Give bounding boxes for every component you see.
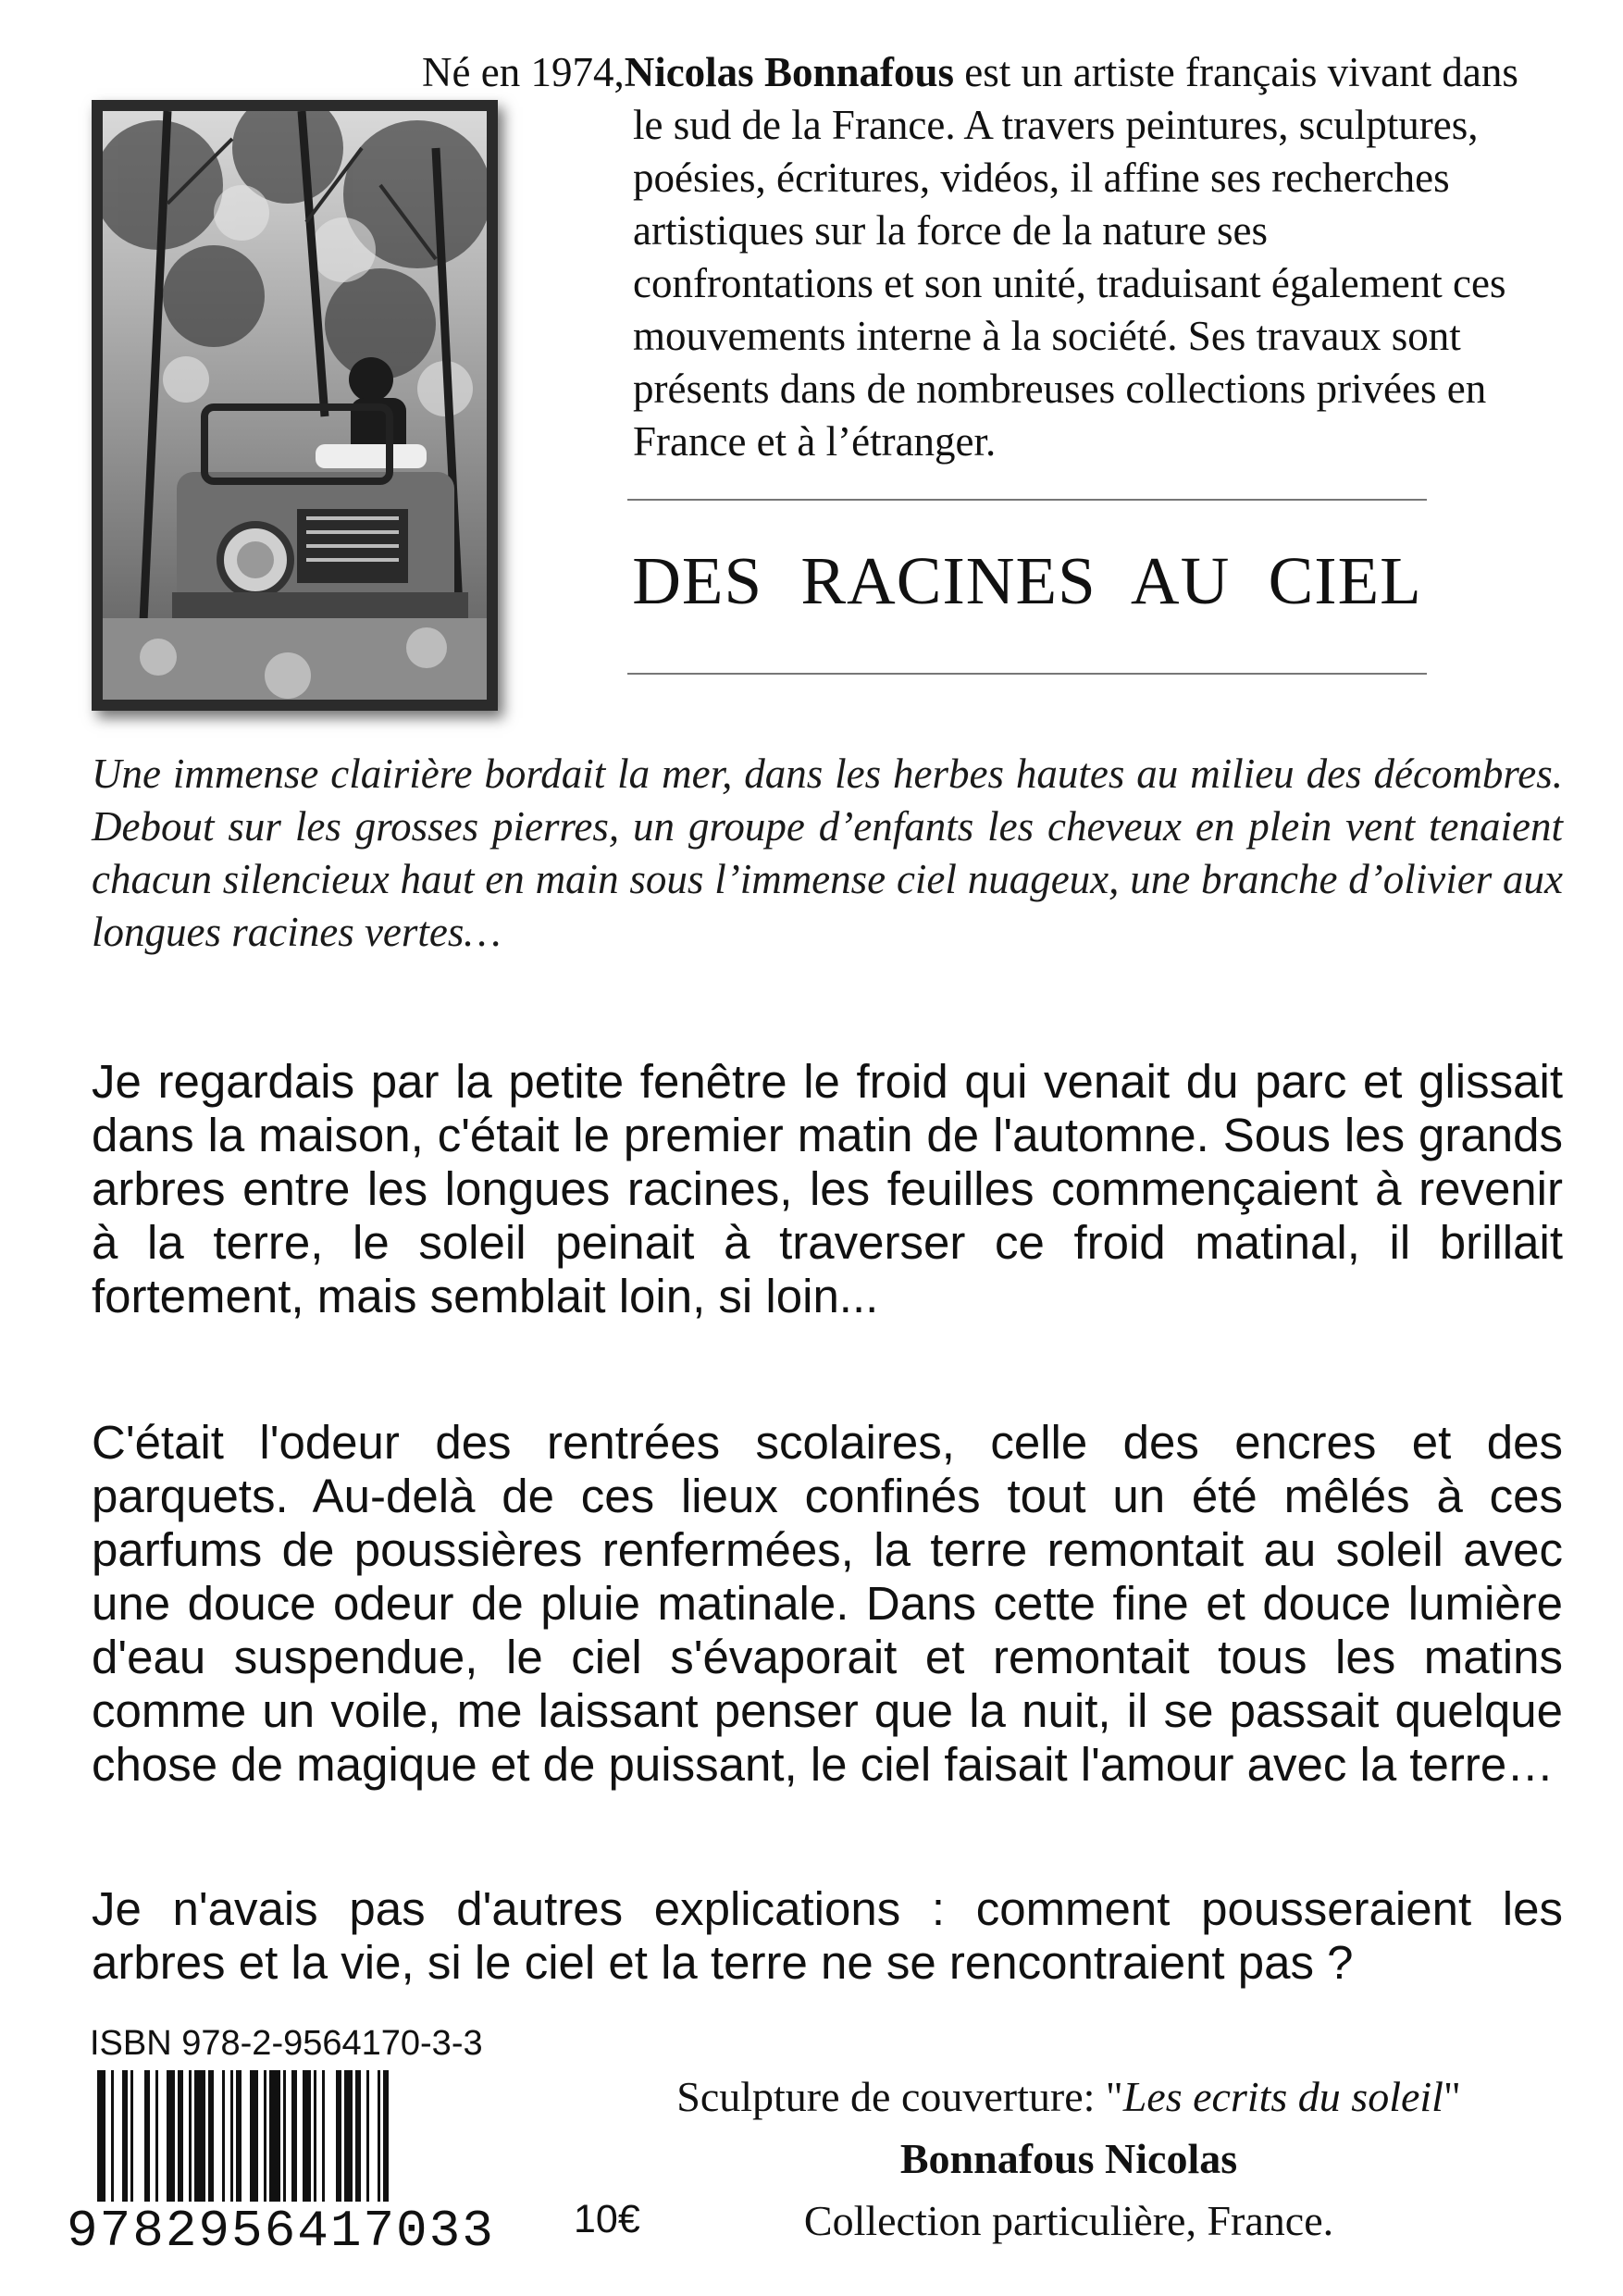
cover-credits	[555, 2066, 1582, 2252]
bio-text: le sud de la France. A travers peintures, sculptures, poésies, écritures, vidéos, il affine ses recherches artistiques sur la force de la nature ses confrontations et son unité, traduisant également ces mouvements interne à la société. Ses travaux sont présents dans de nombreuses collections privées en France et à l’étranger.	[633, 102, 1506, 465]
paragraph-3: Je n'avais pas d'autres explications : comment pousseraient les arbres et la vie, si le ciel et la terre ne se rencontraient pas ?	[92, 1882, 1563, 1989]
book-title: DES RACINES AU CIEL	[632, 543, 1422, 618]
credits-prefix: Sculpture de couverture: "	[676, 2073, 1123, 2120]
bio-first-line	[217, 46, 1518, 99]
author-bio	[217, 46, 1518, 468]
credits-work-title: Les ecrits du soleil	[1122, 2073, 1443, 2120]
bio-birth: Né en 1974,	[422, 49, 625, 95]
title-rule-top	[627, 499, 1427, 501]
bio-author-name: Nicolas Bonnafous	[624, 49, 955, 95]
credits-artist: Bonnafous Nicolas	[899, 2135, 1238, 2182]
price: 10€	[574, 2197, 640, 2241]
title-rule-bottom	[627, 673, 1427, 675]
bio-first-line-rest: est un artiste français vivant dans	[954, 49, 1518, 95]
paragraph-2: C'était l'odeur des rentrées scolaires, celle des encres et des parquets. Au-delà de ces lieux confinés tout un été mêlés à ces parfums de poussières renfermées, la terre remontait au soleil avec une douce odeur de pluie matinale. Dans cette fine et douce lumière d'eau suspendue, le ciel s'évaporait et remontait tous les matins comme un voile, me laissant penser que la nuit, il se passait quelque chose de magique et de puissant, le ciel faisait l'amour avec la terre…	[92, 1416, 1563, 1791]
barcode-digits: 9782956417033	[63, 2202, 499, 2261]
credits-artist-line	[555, 2128, 1582, 2190]
credits-sculpture-line	[555, 2066, 1582, 2128]
excerpt-italic: Une immense clairière bordait la mer, dans les herbes hautes au milieu des décombres. Debout sur les grosses pierres, un groupe d’enfants les cheveux en plein vent tenaient chacun silencieux haut en main sous l’immense ciel nuageux, une branche d’olivier aux longues racines vertes…	[92, 751, 1563, 955]
credits-collection-line: Collection particulière, France.	[803, 2197, 1334, 2244]
paragraph-1: Je regardais par la petite fenêtre le froid qui venait du parc et glissait dans la maison, c'était le premier matin de l'automne. Sous les grands arbres entre les longues racines, les feuilles commençaient à revenir à la terre, le soleil peinait à traverser ce froid matinal, il brillait fortement, mais semblait loin, si loin...	[92, 1055, 1563, 1322]
credits-suffix: "	[1443, 2073, 1461, 2120]
isbn-label: ISBN 978-2-9564170-3-3	[90, 2024, 483, 2063]
